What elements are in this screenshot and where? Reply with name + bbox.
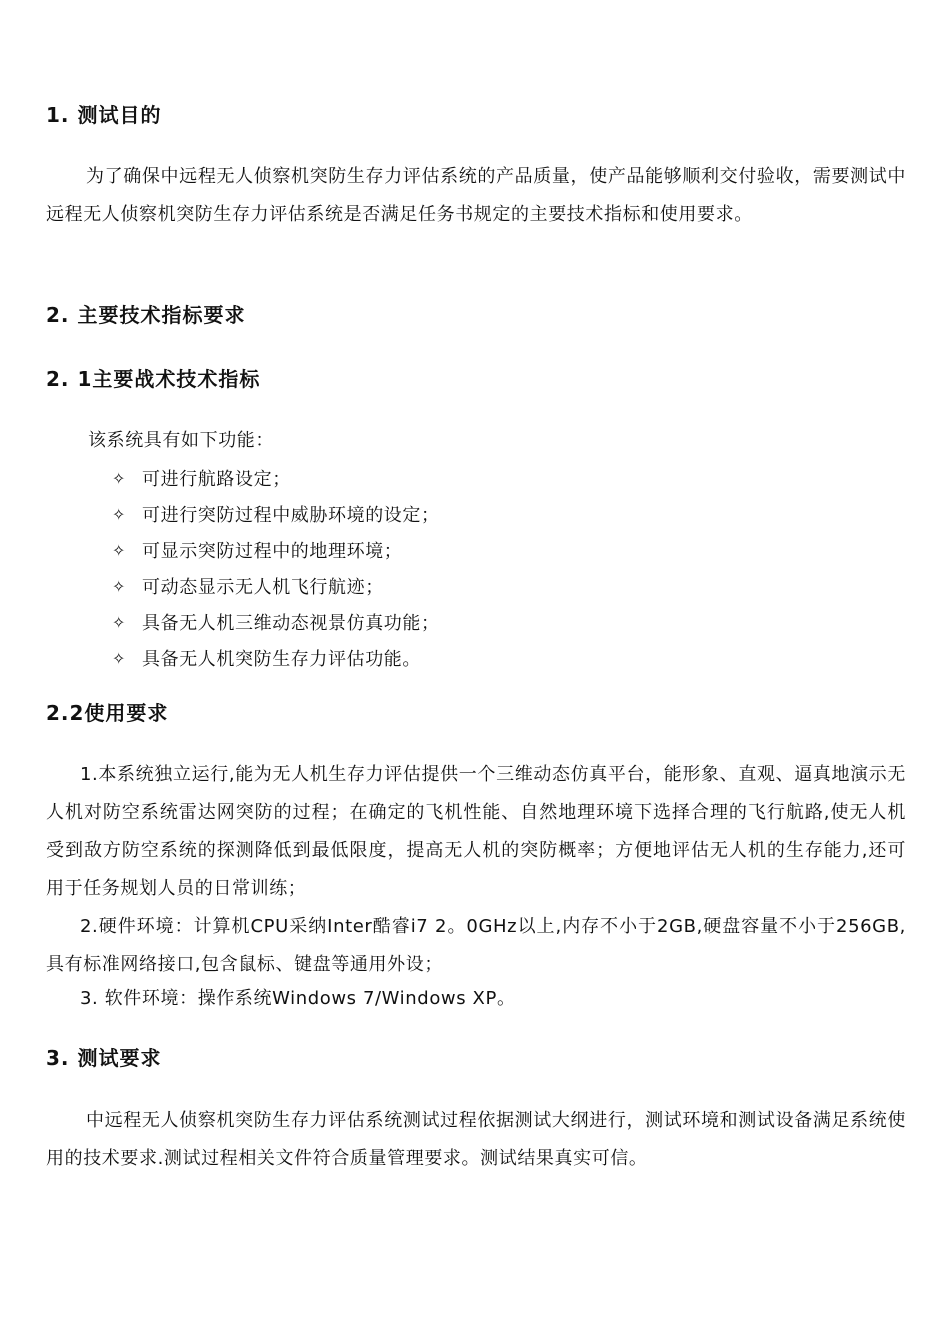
diamond-star-icon: ✧ <box>112 504 127 524</box>
diamond-star-icon: ✧ <box>112 468 127 488</box>
list-item-text: 可进行航路设定； <box>142 469 291 490</box>
list-item-text: 可显示突防过程中的地理环境； <box>142 541 403 562</box>
feature-list <box>112 460 440 676</box>
diamond-star-icon: ✧ <box>112 576 127 596</box>
section3-heading: 3. 测试要求 <box>46 1046 162 1070</box>
list-item <box>112 532 440 568</box>
list-item <box>112 568 440 604</box>
list-item <box>112 640 440 676</box>
diamond-star-icon: ✧ <box>112 612 127 632</box>
section2-2-heading: 2.2使用要求 <box>46 701 169 725</box>
list-item-text: 具备无人机三维动态视景仿真功能； <box>142 613 440 634</box>
section2-heading: 2. 主要技术指标要求 <box>46 303 246 327</box>
list-item-text: 可动态显示无人机飞行航迹； <box>142 577 384 598</box>
list-item-text: 可进行突防过程中威胁环境的设定； <box>142 505 440 526</box>
usage-item-2: 2.硬件环境：计算机CPU采纳Inter酷睿i7 2。0GHz以上,内存不小于2GB,硬盘容量不小于256GB,具有标准网络接口,包含鼠标、键盘等通用外设； <box>46 916 906 975</box>
list-item <box>112 496 440 532</box>
usage-item-1: 1.本系统独立运行,能为无人机生存力评估提供一个三维动态仿真平台，能形象、直观、逼真地演示无人机对防空系统雷达网突防的过程；在确定的飞机性能、自然地理环境下选择合理的飞行航路,使无人机受到敌方防空系统的探测降低到最低限度，提高无人机的突防概率；方便地评估无人机的生存能力,还可用于任务规划人员的日常训练； <box>46 764 906 899</box>
diamond-star-icon: ✧ <box>112 648 127 668</box>
section3-body: 中远程无人侦察机突防生存力评估系统测试过程依据测试大纲进行，测试环境和测试设备满足系统使用的技术要求.测试过程相关文件符合质量管理要求。测试结果真实可信。 <box>46 1110 906 1169</box>
list-item-text: 具备无人机突防生存力评估功能。 <box>142 649 421 670</box>
list-item <box>112 604 440 640</box>
usage-item-3: 3. 软件环境：操作系统Windows 7/Windows XP。 <box>80 988 516 1009</box>
section1-body: 为了确保中远程无人侦察机突防生存力评估系统的产品质量，使产品能够顺利交付验收，需要测试中远程无人侦察机突防生存力评估系统是否满足任务书规定的主要技术指标和使用要求。 <box>46 166 906 225</box>
diamond-star-icon: ✧ <box>112 540 127 560</box>
section1-heading: 1. 测试目的 <box>46 103 162 127</box>
list-item <box>112 460 440 496</box>
section2-1-intro: 该系统具有如下功能： <box>88 430 274 451</box>
section2-1-heading: 2. 1主要战术技术指标 <box>46 367 261 391</box>
